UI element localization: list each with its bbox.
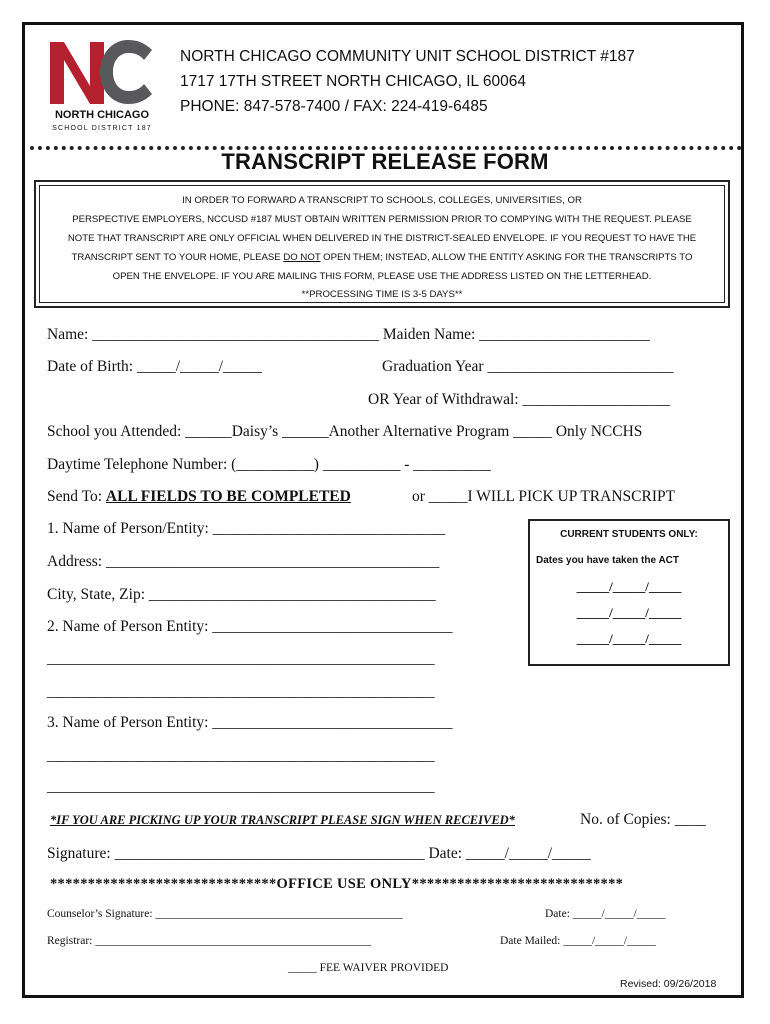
notice-line-1: IN ORDER TO FORWARD A TRANSCRIPT TO SCHOOLS, COLLEGES, UNIVERSITIES, OR xyxy=(182,195,582,206)
person-entity-1-field[interactable]: 1. Name of Person/Entity: ______________________________ xyxy=(47,520,446,537)
logo-name-line1: NORTH CHICAGO xyxy=(54,109,150,121)
notice-line-3: NOTE THAT TRANSCRIPT ARE ONLY OFFICIAL WHEN DELIVERED IN THE DISTRICT-SEALED ENVELOPE. IF YOU REQUEST TO HAVE THE xyxy=(67,233,697,244)
registrar-field[interactable]: Registrar: ________________________________________________ xyxy=(47,935,372,947)
blank-line-3[interactable]: __________________________________________________ xyxy=(47,747,435,764)
name-field[interactable]: Name: _____________________________________ Maiden Name: ______________________ xyxy=(47,326,650,343)
notice-do-not: DO NOT xyxy=(283,252,321,263)
revised-date: Revised: 09/26/2018 xyxy=(620,978,717,990)
copies-field[interactable]: No. of Copies: ____ xyxy=(580,811,706,828)
notice-processing-time: **PROCESSING TIME IS 3-5 DAYS** xyxy=(301,289,463,300)
act-box-title: CURRENT STUDENTS ONLY: xyxy=(560,529,698,540)
fee-waiver-field[interactable]: _____ FEE WAIVER PROVIDED xyxy=(288,962,449,974)
notice-box xyxy=(34,180,730,308)
act-box-subtitle: Dates you have taken the ACT xyxy=(536,555,680,566)
blank-line-4[interactable]: __________________________________________________ xyxy=(47,778,435,795)
act-dates-box xyxy=(528,519,730,666)
grad-year-field[interactable]: Graduation Year ________________________ xyxy=(382,358,674,375)
act-date-1[interactable]: _____/_____/_____ xyxy=(576,579,682,594)
notice-inner-border xyxy=(39,185,725,303)
send-to-label: Send To: xyxy=(47,488,106,505)
person-entity-3-field[interactable]: 3. Name of Person Entity: _______________________________ xyxy=(47,714,453,731)
person-entity-2-field[interactable]: 2. Name of Person Entity: _______________________________ xyxy=(47,618,453,635)
counselor-signature-field[interactable]: Counselor’s Signature: ___________________________________________ xyxy=(47,908,403,920)
district-logo xyxy=(48,40,156,132)
withdrawal-year-field[interactable]: OR Year of Withdrawal: ___________________ xyxy=(368,391,670,408)
act-date-3[interactable]: _____/_____/_____ xyxy=(576,631,682,646)
city-state-zip-field[interactable]: City, State, Zip: _____________________________________ xyxy=(47,586,436,603)
address-field[interactable]: Address: ___________________________________________ xyxy=(47,553,440,570)
pickup-option[interactable]: or _____I WILL PICK UP TRANSCRIPT xyxy=(412,488,676,505)
form-title: TRANSCRIPT RELEASE FORM xyxy=(221,149,549,174)
header-address: 1717 17TH STREET NORTH CHICAGO, IL 60064 xyxy=(180,73,527,90)
send-to-required: ALL FIELDS TO BE COMPLETED xyxy=(105,488,351,505)
notice-line-4-pre: TRANSCRIPT SENT TO YOUR HOME, PLEASE xyxy=(71,252,284,263)
blank-line-1[interactable]: __________________________________________________ xyxy=(47,650,435,667)
notice-line-2: PERSPECTIVE EMPLOYERS, NCCUSD #187 MUST OBTAIN WRITTEN PERMISSION PRIOR TO COMPYING WITH THE REQUEST. PLEASE xyxy=(72,214,692,225)
nc-logo-icon xyxy=(48,40,156,132)
header-phone: PHONE: 847-578-7400 / FAX: 224-419-6485 xyxy=(180,98,488,115)
blank-line-2[interactable]: __________________________________________________ xyxy=(47,683,435,700)
signature-field[interactable]: Signature: ________________________________________ Date: _____/_____/_____ xyxy=(47,845,591,862)
notice-line-4-post: OPEN THEM; INSTEAD, ALLOW THE ENTITY ASKING FOR THE TRANSCRIPTS TO xyxy=(320,252,693,263)
logo-name-line2: SCHOOL DISTRICT 187 xyxy=(52,125,152,132)
date-mailed-field[interactable]: Date Mailed: _____/_____/_____ xyxy=(500,935,656,947)
act-date-2[interactable]: _____/_____/_____ xyxy=(576,605,682,620)
send-to-line xyxy=(47,488,351,506)
header-district: NORTH CHICAGO COMMUNITY UNIT SCHOOL DISTRICT #187 xyxy=(180,48,635,65)
phone-field[interactable]: Daytime Telephone Number: (__________) __________ - __________ xyxy=(47,456,491,473)
notice-line-5: OPEN THE ENVELOPE. IF YOU ARE MAILING THIS FORM, PLEASE USE THE ADDRESS LISTED ON THE LETTERHEAD. xyxy=(112,271,652,282)
dob-field[interactable]: Date of Birth: _____/_____/_____ xyxy=(47,358,262,375)
office-use-banner: ******************************OFFICE USE ONLY**************************** xyxy=(50,876,624,892)
counselor-date-field[interactable]: Date: _____/_____/_____ xyxy=(545,908,666,920)
school-attended-field[interactable]: School you Attended: ______Daisy’s ______Another Alternative Program _____ Only NCCHS xyxy=(47,423,643,440)
notice-line-4 xyxy=(40,252,724,263)
pickup-sign-note: *IF YOU ARE PICKING UP YOUR TRANSCRIPT PLEASE SIGN WHEN RECEIVED* xyxy=(50,813,515,827)
